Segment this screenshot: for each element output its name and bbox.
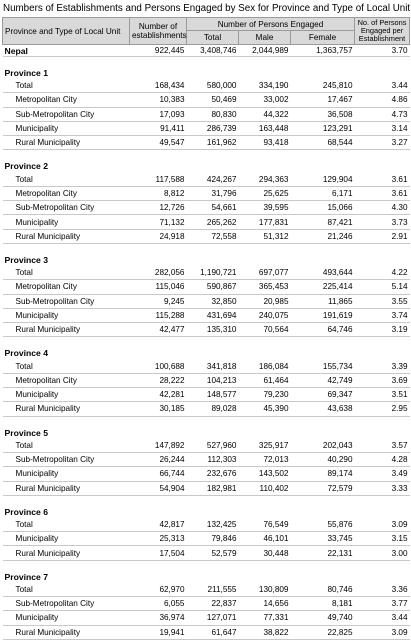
total-cell: 32,850 xyxy=(187,294,239,308)
establishments-cell: 147,892 xyxy=(130,439,187,453)
female-cell: 225,414 xyxy=(291,280,355,294)
male-cell: 186,084 xyxy=(239,359,291,373)
establishments-cell: 54,904 xyxy=(130,481,187,495)
row-label: Municipality xyxy=(3,215,130,229)
male-cell: 70,564 xyxy=(239,323,291,337)
female-cell: 21,246 xyxy=(291,229,355,243)
establishments-cell: 8,812 xyxy=(130,186,187,200)
establishments-cell: 42,281 xyxy=(130,388,187,402)
nepal-row xyxy=(3,45,410,57)
male-cell: 79,230 xyxy=(239,388,291,402)
female-cell: 36,508 xyxy=(291,107,355,121)
total-cell: 89,028 xyxy=(187,402,239,416)
header-establishments: Number of establishments xyxy=(130,18,187,45)
total-cell: 232,676 xyxy=(187,467,239,481)
row-label: Rural Municipality xyxy=(3,481,130,495)
table-header xyxy=(3,18,410,45)
establishments-cell: 28,222 xyxy=(130,373,187,387)
female-cell: 202,043 xyxy=(291,439,355,453)
establishments-cell: 168,434 xyxy=(130,79,187,93)
table-row xyxy=(3,308,410,322)
establishments-cell: 49,547 xyxy=(130,136,187,150)
establishments-cell: 24,918 xyxy=(130,229,187,243)
establishments-cell: 115,046 xyxy=(130,280,187,294)
male-cell: 325,917 xyxy=(239,439,291,453)
establishments-cell: 10,383 xyxy=(130,93,187,107)
per-establishment-cell: 3.36 xyxy=(355,583,410,597)
province-name: Province 4 xyxy=(4,348,48,359)
female-cell: 8,181 xyxy=(291,597,355,611)
per-establishment-cell: 3.61 xyxy=(355,172,410,186)
per-establishment-cell: 3.61 xyxy=(355,186,410,200)
row-label: Total xyxy=(3,583,130,597)
row-label: Sub-Metropolitan City xyxy=(3,294,130,308)
per-establishment-cell: 4.22 xyxy=(355,266,410,280)
total-cell: 61,647 xyxy=(187,625,239,639)
per-establishment-cell: 3.33 xyxy=(355,481,410,495)
total-cell: 79,846 xyxy=(187,532,239,546)
per-establishment-cell: 3.49 xyxy=(355,467,410,481)
establishments-cell: 26,244 xyxy=(130,452,187,466)
spacer-cell xyxy=(3,495,410,506)
per-establishment-cell: 3.51 xyxy=(355,388,410,402)
table-row xyxy=(3,583,410,597)
table-row xyxy=(3,467,410,481)
spacer-row xyxy=(3,337,410,348)
male-cell: 294,363 xyxy=(239,172,291,186)
female-cell: 43,638 xyxy=(291,402,355,416)
male-cell: 93,418 xyxy=(239,136,291,150)
total-cell: 527,960 xyxy=(187,439,239,453)
female-cell: 129,904 xyxy=(291,172,355,186)
row-label: Municipality xyxy=(3,308,130,322)
female-cell: 64,746 xyxy=(291,323,355,337)
province-name: Province 1 xyxy=(4,68,48,78)
total-cell: 22,837 xyxy=(187,597,239,611)
establishments-cell: 117,588 xyxy=(130,172,187,186)
total-cell: 52,579 xyxy=(187,546,239,560)
spacer-row xyxy=(3,495,410,506)
per-establishment-cell: 3.09 xyxy=(355,625,410,639)
establishments-cell: 115,288 xyxy=(130,308,187,322)
male-cell: 110,402 xyxy=(239,481,291,495)
table-row xyxy=(3,186,410,200)
table-row xyxy=(3,229,410,243)
province-name: Province 6 xyxy=(4,506,48,517)
male-cell: 365,453 xyxy=(239,280,291,294)
table-row xyxy=(3,79,410,93)
table-row xyxy=(3,611,410,625)
male-cell: 51,312 xyxy=(239,229,291,243)
table-row xyxy=(3,481,410,495)
table-row xyxy=(3,266,410,280)
female-cell: 68,544 xyxy=(291,136,355,150)
total-cell: 50,469 xyxy=(187,93,239,107)
row-label: Total xyxy=(3,79,130,93)
total-cell: 161,962 xyxy=(187,136,239,150)
per-establishment-cell: 3.74 xyxy=(355,308,410,322)
per-establishment-cell: 4.86 xyxy=(355,93,410,107)
row-label: Rural Municipality xyxy=(3,136,130,150)
per-establishment-cell: 3.00 xyxy=(355,546,410,560)
nepal-female: 1,363,757 xyxy=(291,45,355,57)
establishments-cell: 30,185 xyxy=(130,402,187,416)
male-cell: 77,331 xyxy=(239,611,291,625)
spacer-cell xyxy=(3,57,410,68)
row-label: Total xyxy=(3,172,130,186)
header-per-establishment: No. of Persons Engaged per Establishment xyxy=(355,18,410,45)
table-title: Numbers of Establishments and Persons Engaged by Sex for Province and Type of Local Unit xyxy=(3,3,411,14)
row-label: Metropolitan City xyxy=(3,186,130,200)
establishments-cell: 17,093 xyxy=(130,107,187,121)
province-heading-row xyxy=(3,506,410,518)
establishments-cell: 91,411 xyxy=(130,121,187,135)
female-cell: 191,619 xyxy=(291,308,355,322)
per-establishment-cell: 3.27 xyxy=(355,136,410,150)
province-heading-row xyxy=(3,160,410,172)
female-cell: 80,746 xyxy=(291,583,355,597)
table-body xyxy=(3,45,410,640)
total-cell: 148,577 xyxy=(187,388,239,402)
total-cell: 431,694 xyxy=(187,308,239,322)
row-label: Total xyxy=(3,518,130,532)
table-row xyxy=(3,121,410,135)
total-cell: 54,661 xyxy=(187,201,239,215)
male-cell: 143,502 xyxy=(239,467,291,481)
total-cell: 211,555 xyxy=(187,583,239,597)
female-cell: 69,347 xyxy=(291,388,355,402)
per-establishment-cell: 4.30 xyxy=(355,201,410,215)
male-cell: 46,101 xyxy=(239,532,291,546)
total-cell: 132,425 xyxy=(187,518,239,532)
per-establishment-cell: 2.91 xyxy=(355,229,410,243)
female-cell: 22,825 xyxy=(291,625,355,639)
row-label: Metropolitan City xyxy=(3,93,130,107)
table-row xyxy=(3,518,410,532)
total-cell: 104,213 xyxy=(187,373,239,387)
male-cell: 61,464 xyxy=(239,373,291,387)
establishments-cell: 282,056 xyxy=(130,266,187,280)
establishments-cell: 71,132 xyxy=(130,215,187,229)
female-cell: 22,131 xyxy=(291,546,355,560)
female-cell: 15,066 xyxy=(291,201,355,215)
per-establishment-cell: 4.73 xyxy=(355,107,410,121)
row-label: Rural Municipality xyxy=(3,323,130,337)
table-row xyxy=(3,93,410,107)
female-cell: 6,171 xyxy=(291,186,355,200)
per-establishment-cell: 3.69 xyxy=(355,373,410,387)
row-label: Total xyxy=(3,439,130,453)
table-row xyxy=(3,597,410,611)
total-cell: 72,558 xyxy=(187,229,239,243)
row-label: Sub-Metropolitan City xyxy=(3,452,130,466)
total-cell: 112,303 xyxy=(187,452,239,466)
table-row xyxy=(3,201,410,215)
province-name: Province 2 xyxy=(4,161,48,172)
establishments-cell: 62,970 xyxy=(130,583,187,597)
establishments-cell: 19,941 xyxy=(130,625,187,639)
per-establishment-cell: 3.09 xyxy=(355,518,410,532)
total-cell: 590,867 xyxy=(187,280,239,294)
female-cell: 493,644 xyxy=(291,266,355,280)
nepal-total: 3,408,746 xyxy=(187,45,239,57)
row-label: Municipality xyxy=(3,121,130,135)
total-cell: 80,830 xyxy=(187,107,239,121)
female-cell: 87,421 xyxy=(291,215,355,229)
table-row xyxy=(3,294,410,308)
establishments-cell: 36,974 xyxy=(130,611,187,625)
female-cell: 40,290 xyxy=(291,452,355,466)
female-cell: 17,467 xyxy=(291,93,355,107)
table-row xyxy=(3,439,410,453)
table-row xyxy=(3,388,410,402)
male-cell: 20,985 xyxy=(239,294,291,308)
nepal-per-establishment: 3.70 xyxy=(355,45,410,57)
male-cell: 39,595 xyxy=(239,201,291,215)
per-establishment-cell: 3.44 xyxy=(355,79,410,93)
male-cell: 130,809 xyxy=(239,583,291,597)
table-row xyxy=(3,136,410,150)
total-cell: 135,310 xyxy=(187,323,239,337)
table-row xyxy=(3,359,410,373)
per-establishment-cell: 4.28 xyxy=(355,452,410,466)
female-cell: 11,865 xyxy=(291,294,355,308)
total-cell: 286,739 xyxy=(187,121,239,135)
total-cell: 31,796 xyxy=(187,186,239,200)
table-row xyxy=(3,532,410,546)
establishments-cell: 17,504 xyxy=(130,546,187,560)
male-cell: 38,822 xyxy=(239,625,291,639)
establishments-cell: 42,817 xyxy=(130,518,187,532)
spacer-cell xyxy=(3,243,410,254)
female-cell: 49,740 xyxy=(291,611,355,625)
per-establishment-cell: 3.15 xyxy=(355,532,410,546)
spacer-cell xyxy=(3,337,410,348)
per-establishment-cell: 3.14 xyxy=(355,121,410,135)
per-establishment-cell: 3.39 xyxy=(355,359,410,373)
data-table xyxy=(2,17,410,640)
male-cell: 25,625 xyxy=(239,186,291,200)
total-cell: 1,190,721 xyxy=(187,266,239,280)
table-row xyxy=(3,402,410,416)
female-cell: 245,810 xyxy=(291,79,355,93)
spacer-row xyxy=(3,57,410,68)
row-label: Municipality xyxy=(3,532,130,546)
table-row xyxy=(3,215,410,229)
header-female: Female xyxy=(291,31,355,45)
row-label: Rural Municipality xyxy=(3,546,130,560)
nepal-establishments: 922,445 xyxy=(130,45,187,57)
spacer-cell xyxy=(3,150,410,161)
row-label: Municipality xyxy=(3,467,130,481)
total-cell: 341,818 xyxy=(187,359,239,373)
table-row xyxy=(3,452,410,466)
row-label: Total xyxy=(3,266,130,280)
per-establishment-cell: 3.73 xyxy=(355,215,410,229)
female-cell: 55,876 xyxy=(291,518,355,532)
province-name: Province 3 xyxy=(4,254,48,265)
female-cell: 89,174 xyxy=(291,467,355,481)
female-cell: 123,291 xyxy=(291,121,355,135)
establishments-cell: 25,313 xyxy=(130,532,187,546)
row-label: Sub-Metropolitan City xyxy=(3,201,130,215)
table-row xyxy=(3,280,410,294)
per-establishment-cell: 3.55 xyxy=(355,294,410,308)
province-name: Province 7 xyxy=(4,571,48,582)
nepal-male: 2,044,989 xyxy=(239,45,291,57)
establishments-cell: 100,688 xyxy=(130,359,187,373)
spacer-cell xyxy=(3,560,410,571)
row-label: Total xyxy=(3,359,130,373)
header-total: Total xyxy=(187,31,239,45)
spacer-cell xyxy=(3,416,410,427)
province-heading-row xyxy=(3,571,410,583)
table-row xyxy=(3,172,410,186)
per-establishment-cell: 3.57 xyxy=(355,439,410,453)
per-establishment-cell: 3.77 xyxy=(355,597,410,611)
male-cell: 44,322 xyxy=(239,107,291,121)
female-cell: 42,749 xyxy=(291,373,355,387)
establishments-cell: 9,245 xyxy=(130,294,187,308)
spacer-row xyxy=(3,150,410,161)
establishments-cell: 6,055 xyxy=(130,597,187,611)
table-row xyxy=(3,373,410,387)
row-label: Rural Municipality xyxy=(3,229,130,243)
establishments-cell: 12,726 xyxy=(130,201,187,215)
spacer-row xyxy=(3,560,410,571)
spacer-row xyxy=(3,243,410,254)
per-establishment-cell: 3.44 xyxy=(355,611,410,625)
row-label: Rural Municipality xyxy=(3,625,130,639)
header-male: Male xyxy=(239,31,291,45)
row-label: Metropolitan City xyxy=(3,280,130,294)
male-cell: 30,448 xyxy=(239,546,291,560)
male-cell: 240,075 xyxy=(239,308,291,322)
row-label: Rural Municipality xyxy=(3,402,130,416)
male-cell: 72,013 xyxy=(239,452,291,466)
table-row xyxy=(3,546,410,560)
province-heading-row xyxy=(3,67,410,79)
spacer-row xyxy=(3,416,410,427)
per-establishment-cell: 3.19 xyxy=(355,323,410,337)
row-label: Metropolitan City xyxy=(3,373,130,387)
total-cell: 580,000 xyxy=(187,79,239,93)
female-cell: 155,734 xyxy=(291,359,355,373)
total-cell: 424,267 xyxy=(187,172,239,186)
row-label: Municipality xyxy=(3,388,130,402)
male-cell: 45,390 xyxy=(239,402,291,416)
per-establishment-cell: 5.14 xyxy=(355,280,410,294)
female-cell: 72,579 xyxy=(291,481,355,495)
row-label: Municipality xyxy=(3,611,130,625)
female-cell: 33,745 xyxy=(291,532,355,546)
establishments-cell: 66,744 xyxy=(130,467,187,481)
header-unit: Province and Type of Local Unit xyxy=(3,18,130,45)
total-cell: 182,981 xyxy=(187,481,239,495)
male-cell: 697,077 xyxy=(239,266,291,280)
total-cell: 265,262 xyxy=(187,215,239,229)
table-row xyxy=(3,323,410,337)
table-row xyxy=(3,625,410,639)
establishments-cell: 42,477 xyxy=(130,323,187,337)
total-cell: 127,071 xyxy=(187,611,239,625)
row-label: Sub-Metropolitan City xyxy=(3,107,130,121)
province-heading-row xyxy=(3,254,410,266)
province-heading-row xyxy=(3,347,410,359)
male-cell: 177,831 xyxy=(239,215,291,229)
province-heading-row xyxy=(3,427,410,439)
per-establishment-cell: 2.95 xyxy=(355,402,410,416)
male-cell: 14,656 xyxy=(239,597,291,611)
province-name: Province 5 xyxy=(4,427,48,438)
male-cell: 33,002 xyxy=(239,93,291,107)
row-label: Sub-Metropolitan City xyxy=(3,597,130,611)
male-cell: 334,190 xyxy=(239,79,291,93)
table-row xyxy=(3,107,410,121)
male-cell: 163,448 xyxy=(239,121,291,135)
nepal-label: Nepal xyxy=(3,45,130,57)
header-persons-engaged: Number of Persons Engaged xyxy=(187,18,355,31)
male-cell: 76,549 xyxy=(239,518,291,532)
